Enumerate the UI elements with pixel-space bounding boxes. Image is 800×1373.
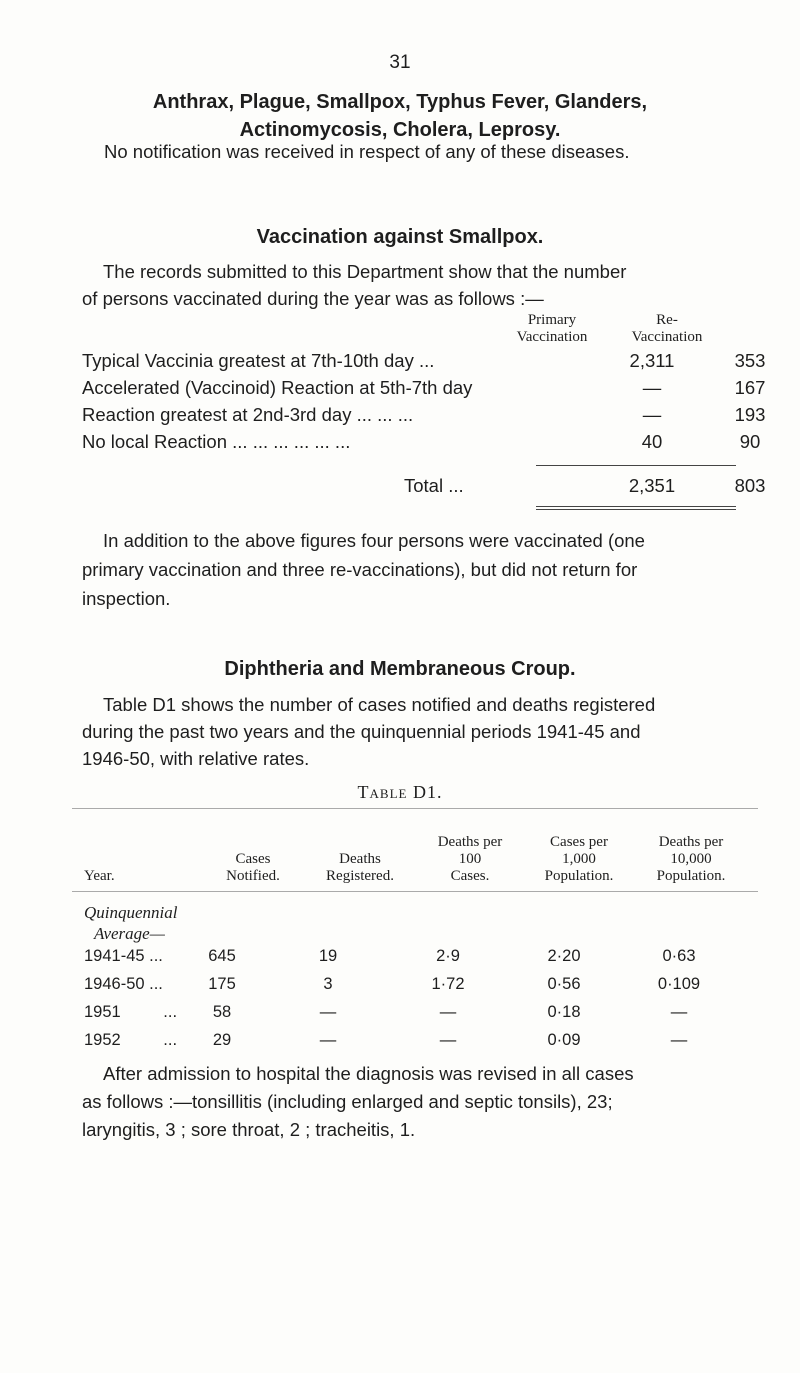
vaccination-addition-text bbox=[82, 526, 742, 613]
th-dpp-line1: Deaths per bbox=[658, 834, 724, 850]
cell-deaths: — bbox=[319, 1003, 337, 1021]
cell-dpc: 2·9 bbox=[436, 947, 460, 965]
table-row bbox=[83, 947, 743, 971]
th-cases bbox=[198, 851, 308, 885]
th-dpp-line3: Population. bbox=[656, 868, 726, 884]
th-year-label: Year. bbox=[84, 868, 115, 884]
vaccination-row bbox=[82, 350, 766, 376]
col-head-re-line1: Re- bbox=[656, 312, 678, 328]
th-deaths bbox=[300, 851, 420, 885]
no-notification-text: No notification was received in respect of any of these diseases. bbox=[104, 141, 630, 162]
total-rule-top bbox=[536, 465, 736, 466]
th-deaths-per-10000 bbox=[636, 834, 746, 885]
col-head-primary bbox=[492, 312, 612, 346]
th-deaths-line2: Registered. bbox=[326, 868, 394, 884]
row-re: 167 bbox=[734, 377, 766, 398]
row-primary: — bbox=[642, 404, 662, 425]
cell-cases: 645 bbox=[208, 947, 236, 965]
table-row bbox=[83, 975, 743, 999]
cell-cpp: 0·56 bbox=[547, 975, 581, 993]
cell-dpp: — bbox=[670, 1031, 688, 1049]
th-cases-per-1000 bbox=[524, 834, 634, 885]
diph-line-3: 1946-50, with relative rates. bbox=[82, 748, 310, 769]
total-label: Total ... bbox=[404, 475, 464, 496]
cell-dpc: — bbox=[439, 1003, 457, 1021]
diphtheria-intro bbox=[82, 691, 742, 772]
cell-cases: 175 bbox=[208, 975, 236, 993]
table-header-rule bbox=[72, 891, 758, 892]
th-year bbox=[84, 868, 164, 885]
row-re: 90 bbox=[739, 431, 761, 452]
diph-line-2: during the past two years and the quinquennial periods 1941-45 and bbox=[82, 721, 641, 742]
col-head-revaccination bbox=[612, 312, 722, 346]
heading-notifiable-diseases bbox=[40, 88, 760, 144]
th-cpp-line3: Population. bbox=[544, 868, 614, 884]
th-dpp-line2: 10,000 bbox=[670, 851, 712, 867]
row-label: Typical Vaccinia greatest at 7th-10th day ... bbox=[82, 350, 435, 371]
group-label-line1: Quinquennial bbox=[84, 903, 178, 922]
cell-cpp: 2·20 bbox=[547, 947, 581, 965]
row-re: 353 bbox=[734, 350, 766, 371]
after-admission-text bbox=[82, 1060, 742, 1144]
table-title: Table D1. bbox=[357, 782, 443, 802]
th-dpc-line1: Deaths per bbox=[437, 834, 503, 850]
cell-deaths: 19 bbox=[318, 947, 338, 965]
vaccination-row bbox=[82, 431, 761, 457]
vaccination-row bbox=[82, 377, 766, 403]
addition-line-3: inspection. bbox=[82, 588, 171, 609]
th-cpp-line1: Cases per bbox=[550, 834, 608, 850]
heading-line-2: Actinomycosis, Cholera, Leprosy. bbox=[239, 119, 561, 141]
after-line-2: as follows :—tonsillitis (including enlarged and septic tonsils), 23; bbox=[82, 1091, 613, 1112]
cell-year: 1951 ... bbox=[84, 1003, 178, 1021]
after-line-3: laryngitis, 3 ; sore throat, 2 ; tracheitis, 1. bbox=[82, 1119, 416, 1140]
row-primary: 2,311 bbox=[629, 350, 675, 371]
row-primary: — bbox=[642, 377, 662, 398]
cell-year: 1941-45 ... bbox=[84, 947, 163, 965]
total-rule-bottom-2 bbox=[536, 509, 736, 510]
vaccination-total-row bbox=[82, 475, 766, 501]
total-primary: 2,351 bbox=[628, 475, 676, 496]
table-row bbox=[83, 1031, 743, 1055]
table-row bbox=[83, 1003, 743, 1027]
row-label: No local Reaction ... ... ... ... ... ... bbox=[82, 431, 351, 452]
vaccination-row bbox=[82, 404, 766, 430]
row-label: Accelerated (Vaccinoid) Reaction at 5th-7th day bbox=[82, 377, 473, 398]
cell-dpp: 0·63 bbox=[662, 947, 696, 965]
total-re: 803 bbox=[734, 475, 766, 496]
total-rule-bottom-1 bbox=[536, 506, 736, 507]
cell-year: 1946-50 ... bbox=[84, 975, 163, 993]
cell-cpp: 0·18 bbox=[547, 1003, 581, 1021]
cell-dpc: — bbox=[439, 1031, 457, 1049]
heading-line-1: Anthrax, Plague, Smallpox, Typhus Fever, Glanders, bbox=[152, 91, 648, 113]
cell-dpp: — bbox=[670, 1003, 688, 1021]
th-cpp-line2: 1,000 bbox=[562, 851, 596, 867]
row-re: 193 bbox=[734, 404, 766, 425]
group-label bbox=[84, 902, 178, 944]
cell-dpc: 1·72 bbox=[431, 975, 465, 993]
th-dpc-line2: 100 bbox=[458, 851, 482, 867]
cell-dpp: 0·109 bbox=[657, 975, 701, 993]
vaccination-intro bbox=[82, 258, 722, 312]
diph-line-1: Table D1 shows the number of cases notified and deaths registered bbox=[103, 694, 656, 715]
page-number: 31 bbox=[389, 52, 411, 73]
cell-deaths: — bbox=[319, 1031, 337, 1049]
col-head-primary-line2: Vaccination bbox=[516, 329, 588, 345]
row-primary: 40 bbox=[641, 431, 663, 452]
cell-year: 1952 ... bbox=[84, 1031, 178, 1049]
addition-line-2: primary vaccination and three re-vaccinations), but did not return for bbox=[82, 559, 638, 580]
heading-diphtheria: Diphtheria and Membraneous Croup. bbox=[224, 658, 576, 680]
th-cases-line1: Cases bbox=[235, 851, 271, 867]
col-head-primary-line1: Primary bbox=[527, 312, 577, 328]
addition-line-1: In addition to the above figures four persons were vaccinated (one bbox=[103, 530, 645, 551]
th-cases-line2: Notified. bbox=[226, 868, 280, 884]
row-label: Reaction greatest at 2nd-3rd day ... ... ... bbox=[82, 404, 414, 425]
cell-cases: 58 bbox=[212, 1003, 232, 1021]
table-top-rule bbox=[72, 808, 758, 809]
intro-line-1: The records submitted to this Department show that the number bbox=[103, 261, 627, 282]
th-deaths-line1: Deaths bbox=[339, 851, 381, 867]
intro-line-2: of persons vaccinated during the year was as follows :— bbox=[82, 288, 544, 309]
col-head-re-line2: Vaccination bbox=[631, 329, 703, 345]
cell-deaths: 3 bbox=[323, 975, 333, 993]
after-line-1: After admission to hospital the diagnosis was revised in all cases bbox=[103, 1063, 634, 1084]
th-deaths-per-100 bbox=[415, 834, 525, 885]
cell-cpp: 0·09 bbox=[547, 1031, 581, 1049]
cell-cases: 29 bbox=[212, 1031, 232, 1049]
group-label-line2: Average— bbox=[94, 924, 165, 943]
th-dpc-line3: Cases. bbox=[450, 868, 490, 884]
heading-vaccination: Vaccination against Smallpox. bbox=[256, 226, 544, 248]
